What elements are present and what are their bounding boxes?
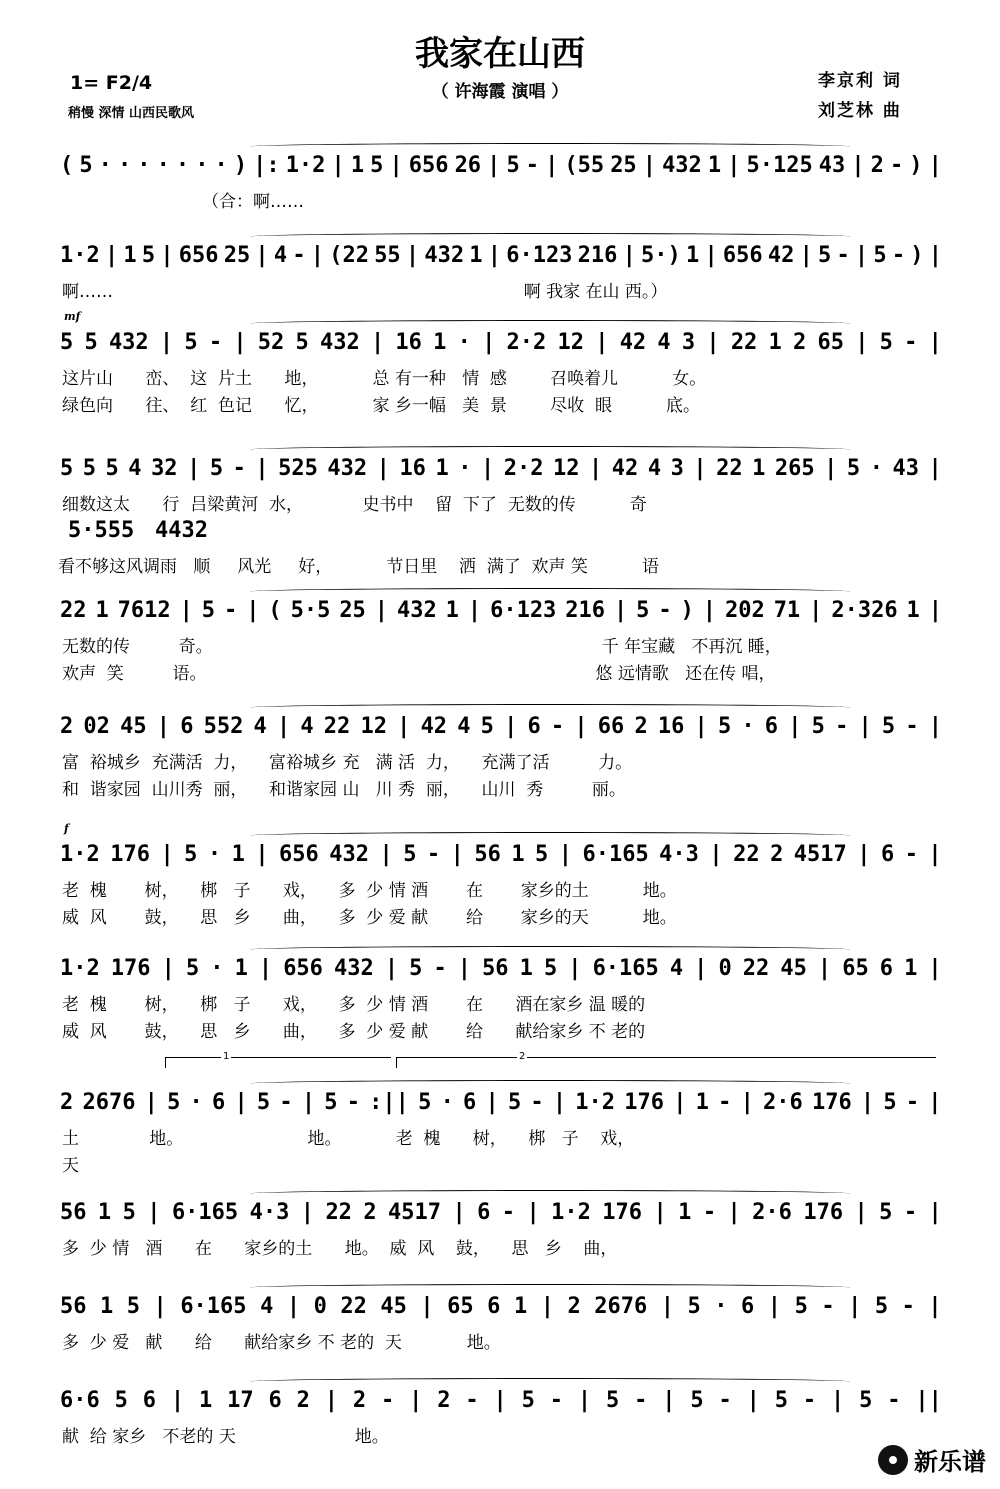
lyric-line: 这片山 峦、 这 片土 地， 总 有一种 情 感 召唤着儿 女。 <box>62 369 707 389</box>
jianpu-notes: 1·2 176 | 5 · 1 | 656 432 | 5 - | 56 1 5 | 6·165 4 | 0 22 45 | 65 6 1 | <box>60 955 942 981</box>
notation-line <box>60 590 942 630</box>
tempo-marking: 稍慢 深情 山西民歌风 <box>68 106 195 121</box>
notation-line <box>60 235 942 275</box>
notation-line <box>60 448 942 488</box>
lyric-line: 无数的传 奇。 千 年宝藏 不再沉 睡， <box>62 637 782 657</box>
dynamic-marking: f <box>64 822 69 835</box>
slur-arc <box>250 143 850 150</box>
slur-arc <box>250 832 850 839</box>
jianpu-notes: 5 5 432 | 5 - | 52 5 432 | 16 1 · | 2·2 12 | 42 4 3 | 22 1 2 65 | 5 - | <box>60 329 942 355</box>
lyric-line: 威 风 鼓， 思 乡 曲， 多 少 爱 献 给 家乡的天 地。 <box>62 908 677 928</box>
jianpu-notes: 6·6 5 6 | 1 17 6 2 | 2 - | 2 - | 5 - | 5 - | 5 - | 5 - | 5 - || <box>60 1387 942 1413</box>
performer-credit: （ 许海霞 演唱 ） <box>431 82 569 102</box>
slur-arc <box>250 1284 850 1291</box>
jianpu-notes: 2 02 45 | 6 552 4 | 4 22 12 | 42 4 5 | 6 - | 66 2 16 | 5 · 6 | 5 - | 5 - | <box>60 713 942 739</box>
lyric-line: 看不够这风调雨 顺 风光 好， 节日里 洒 满了 欢声 笑 语 <box>58 557 659 577</box>
slur-arc <box>250 446 850 453</box>
jianpu-notes: 2 2676 | 5 · 6 | 5 - | 5 - :|| 5 · 6 | 5 - | 1·2 176 | 1 - | 2·6 176 | 5 - | <box>60 1089 942 1115</box>
notation-line <box>60 322 942 362</box>
jianpu-notes: 56 1 5 | 6·165 4·3 | 22 2 4517 | 6 - | 1·2 176 | 1 - | 2·6 176 | 5 - | <box>60 1199 942 1225</box>
lyric-line: 威 风 鼓， 思 乡 曲， 多 少 爱 献 给 献给家乡 不 老的 <box>62 1022 646 1042</box>
lyric-line: 欢声 笑 语。 悠 远情歌 还在传 唱， <box>62 664 776 684</box>
site-logo <box>878 1442 986 1477</box>
jianpu-notes: 56 1 5 | 6·165 4 | 0 22 45 | 65 6 1 | 2 2676 | 5 · 6 | 5 - | 5 - | <box>60 1293 942 1319</box>
lyric-line: 富 裕城乡 充满活 力， 富裕城乡 充 满 活 力， 充满了活 力。 <box>62 753 633 773</box>
volta-brackets <box>165 1051 935 1071</box>
lyric-line: 献 给 家乡 不老的 天 地。 <box>62 1427 389 1447</box>
jianpu-notes: 5 5 5 4 32 | 5 - | 525 432 | 16 1 · | 2·2 12 | 42 4 3 | 22 1 265 | 5 · 43 | <box>60 455 942 481</box>
notation-line <box>60 948 942 988</box>
slur-arc <box>250 1190 850 1197</box>
slur-arc <box>250 704 850 711</box>
lyric-line: （合：啊…… <box>202 192 304 212</box>
jianpu-notes: ( 5 · · · · · · · ) |: 1·2 | 1 5 | 656 26 | 5 - | (55 25 | 432 1 | 5·125 43 | 2 - ) | <box>60 152 942 178</box>
volta-1-number: 1 <box>223 1051 230 1062</box>
notation-line <box>60 145 942 185</box>
notation-line <box>68 510 208 550</box>
dynamic-marking: mf <box>64 310 81 323</box>
lyric-line: 天 <box>62 1156 79 1176</box>
lyric-line: 啊…… 啊 我家 在山 西。） <box>62 282 668 302</box>
notation-line <box>60 1192 942 1232</box>
notation-line <box>60 1082 942 1122</box>
slur-arc <box>250 1378 850 1385</box>
jianpu-notes: 5·555 4432 <box>68 517 208 543</box>
lyric-line: 老 槐 树， 梆 子 戏， 多 少 情 酒 在 酒在家乡 温 暖的 <box>62 995 646 1015</box>
lyric-line: 土 地。 地。 老 槐 树， 梆 子 戏， <box>62 1129 635 1149</box>
record-disc-icon <box>878 1445 908 1475</box>
lyric-line: 细数这太 行 吕梁黄河 水， 史书中 留 下了 无数的传 奇 <box>62 495 647 515</box>
jianpu-notes: 1·2 | 1 5 | 656 25 | 4 - | (22 55 | 432 1 | 6·123 216 | 5·) 1 | 656 42 | 5 - | 5 - ) | <box>60 242 942 268</box>
composer-credit: 刘芝林 曲 <box>818 101 902 121</box>
lyric-line: 老 槐 树， 梆 子 戏， 多 少 情 酒 在 家乡的土 地。 <box>62 881 677 901</box>
notation-line <box>60 1380 942 1420</box>
jianpu-notes: 22 1 7612 | 5 - | ( 5·5 25 | 432 1 | 6·123 216 | 5 - ) | 202 71 | 2·326 1 | <box>60 597 942 623</box>
slur-arc <box>250 233 850 240</box>
slur-arc <box>250 588 850 595</box>
notation-line <box>60 706 942 746</box>
lyric-line: 和 谐家园 山川秀 丽， 和谐家园 山 川 秀 丽， 山川 秀 丽。 <box>62 780 626 800</box>
notation-line <box>60 834 942 874</box>
slur-arc <box>250 1080 850 1087</box>
song-title: 我家在山西 <box>415 34 585 74</box>
slur-arc <box>250 946 850 953</box>
lyric-line: 绿色向 往、 红 色记 忆， 家 乡一幅 美 景 尽收 眼 底。 <box>62 396 700 416</box>
logo-text: 新乐谱 <box>914 1448 986 1476</box>
volta-2-number: 2 <box>519 1051 526 1062</box>
key-signature: 1= F2/4 <box>70 72 153 94</box>
notation-line <box>60 1286 942 1326</box>
lyricist-credit: 李京利 词 <box>818 71 902 91</box>
lyric-line: 多 少 爱 献 给 献给家乡 不 老的 天 地。 <box>62 1333 501 1353</box>
jianpu-notes: 1·2 176 | 5 · 1 | 656 432 | 5 - | 56 1 5 | 6·165 4·3 | 22 2 4517 | 6 - | <box>60 841 942 867</box>
lyric-line: 多 少 情 酒 在 家乡的土 地。 威 风 鼓， 思 乡 曲， <box>62 1239 618 1259</box>
slur-arc <box>250 320 850 327</box>
